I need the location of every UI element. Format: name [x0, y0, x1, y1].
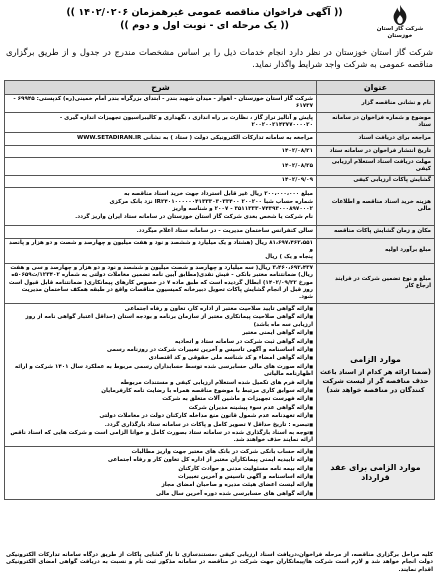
table-row	[5, 132, 435, 145]
row-value	[5, 112, 317, 132]
row-value-line: پایش و آنالیز تراز گاز ، نظارت بر راه اندازی ، نگهداری و کالیبراسیون تجهیزات اندازه گیری -	[59, 114, 313, 121]
row-label	[317, 145, 435, 157]
row-label	[317, 175, 435, 187]
table-row	[5, 263, 435, 303]
header-title: عنوان	[317, 81, 435, 95]
table-header-row	[5, 81, 435, 95]
row-value	[5, 187, 317, 225]
logo-text: شرکت گاز استان خوزستان	[376, 26, 424, 39]
row-value-line: ۳،۴۶۰،۶۹۲،۴۳۷ ریال( سه میلیارد و چهارصد و شصت میلیون و ششصد و نود و دو هزار و چهارصد و سی و هفت	[10, 264, 313, 271]
row-label-text: نام و نشانی مناقصه گزار	[361, 99, 431, 106]
intro-paragraph: شرکت گاز استان خوزستان در نظر دارد انجام خدمات ذیل را بر اساس مشخصات مندرج در جدول و از طریق برگزاری مناقصه عمومی به شرکت واجد شرایط واگذار نماید.	[6, 47, 433, 69]
table-row	[5, 446, 435, 499]
row-label-text: مراجعه برای دریافت اسناد	[358, 135, 431, 142]
list-item: ■ ارائه حساب بانکی شرکت در بانک های معتبر جهت واریز مطالبات	[8, 448, 313, 456]
notice-header	[4, 4, 435, 44]
gas-flame-icon	[389, 4, 411, 26]
row-value-line: مراجعه به سامانه تدارکات الکترونیکی دولت ( ستاد ) به نشانی WWW.SETADIRAN.IR	[77, 135, 313, 142]
list-item: ■ ارائه گواهی صلاحیت پیمانکاری معتبر از سازمان برنامه و بودجه استان (حداقل اعتبار گواهی نامه از روز ارزیابی سه ماه باشد)	[8, 313, 313, 329]
list-item: ■ ارائه صورت های مالی حسابرسی شده توسط حسابداران رسمی مربوط به عملکرد سال ۱۴۰۱ شرکت و ارائه اظهارنامه مالیاتی	[8, 363, 313, 379]
row-value-line: روز قبل از انجام گشایش پاکات تحویل دبیرخانه کمیسیون مناقصات واقع در طبقه همکف ساختمان مدیریت شود.	[21, 287, 313, 301]
table-row	[5, 225, 435, 238]
row-label	[317, 157, 435, 175]
row-value-line: ریال) ضمانتنامه معتبر بانکی - فیش نقدی(مطابق آیین نامه تضمین معاملات دولتی به شماره ۱۲۳۴۰۲/ت۵۰۶۵۹ه	[11, 272, 313, 279]
list-item: ■ ارائه گواهی های حسابرسی شده دوره آخرین سال مالی	[8, 490, 313, 498]
row-value-line: مبلغ ۲۰۰،۰۰۰،۰۰۰ ریال غیر قابل استرداد جهت خرید اسناد مناقصه به	[124, 191, 313, 198]
row-label	[317, 263, 435, 303]
table-body	[5, 95, 435, 500]
list-item: ■ ارائه فرم های تکمیل شده استعلام ارزیابی کیفی و مستندات مربوطه	[8, 379, 313, 387]
row-label-text: مکان و زمان گشایش پاکات مناقصه	[333, 227, 431, 234]
list-item: ■ ارائه تاییدیه ایمنی پیمانکاران معتبر از اداره کل تعاون کار و رفاه اجتماعی	[8, 456, 313, 464]
row-label-text: مبلغ و نوع تضمین شرکت در فرایند ارجاع کار	[334, 275, 431, 290]
row-value-line: پنجاه و یک ) ریال	[265, 254, 313, 261]
row-label-text: موارد الزامی	[350, 354, 401, 364]
row-value	[5, 238, 317, 263]
row-label-text: موارد الزامی برای عقد قرارداد	[330, 463, 421, 482]
row-label	[317, 303, 435, 446]
row-value-line: سالن کنفرانس ساختمان مدیریت - در سامانه ستاد اعلام میگردد.	[136, 227, 313, 234]
row-value	[5, 145, 317, 157]
list-item: ■ ارائه گواهی ایمنی معتبر	[8, 329, 313, 337]
list-item: ■ ارائه گواهی ثبت شرکت در سامانه ستاد و اتحادیه	[8, 338, 313, 346]
row-value-line: ۱۴۰۲/۰۸/۲۵	[281, 162, 313, 169]
list-item: ■ ارائه بیمه نامه مسئولیت مدنی و حوادث کارکنان	[8, 465, 313, 473]
table-row	[5, 157, 435, 175]
row-value	[5, 446, 317, 499]
table-row	[5, 187, 435, 225]
row-label-text: تاریخ انتشار فراخوان در سامانه ستاد	[329, 147, 431, 154]
requirements-list	[8, 448, 313, 498]
company-logo	[371, 4, 429, 46]
row-label	[317, 446, 435, 499]
row-value-line: ۲۰۰۲۰۰۲۱۴۳۷۷۰۰۰۰۲۰	[251, 122, 313, 129]
row-value-line: ۸۱،۶۹۷،۴۶۲،۵۵۱ ریال (هشتاد و یک میلیارد و ششصد و نود و هفت میلیون و چهارصد و شصت و دو هزار و پانصد و	[9, 239, 313, 254]
row-value-line: نام شرکت یا شخص بعدی شرکت گاز استان خوزستان در سامانه ستاد ایران واریز گردد.	[75, 213, 313, 220]
title-line-2: (( یک مرحله ای - نوبت اول و دوم ))	[120, 20, 289, 31]
row-value	[5, 263, 317, 303]
requirements-list	[8, 305, 313, 445]
row-label	[317, 95, 435, 113]
list-item: ■ ارائه گواهی امضاء و کد شناسه ملی حقوقی و کد اقتصادی	[8, 354, 313, 362]
row-label	[317, 225, 435, 238]
row-label-text: موضوع و شماره فراخوان در سامانه ستاد	[332, 114, 431, 129]
table-row	[5, 112, 435, 132]
list-item: ■ ارائه گواهی تایید صلاحیت معتبر از اداره کار، تعاون و رفاه اجتماعی	[8, 305, 313, 313]
list-item: ■ ارائه لیست اعضای هیئت مدیره و صاحبان امضای مجاز	[8, 481, 313, 489]
table-row	[5, 303, 435, 446]
row-value	[5, 303, 317, 446]
list-item: ■ ارائه سوابق کاری مرتبط با موضوع مناقصه همراه با رضایت نامه کارفرمایان	[8, 387, 313, 395]
row-label-text: گشایش پاکات ارزیابی کیفی	[353, 177, 431, 184]
row-label-text: مهلت دریافت اسناد استعلام ارزیابی کیفی	[331, 158, 431, 173]
title-line-1: (( آگهی فراخوان مناقصه عمومی غیرهمزمان ۱۴۰۲/۰۲۰۶ ))	[66, 7, 343, 18]
row-label-text: هزینه خرید اسناد مناقصه و اطلاعات مالی	[331, 198, 431, 213]
row-value	[5, 225, 317, 238]
row-value	[5, 175, 317, 187]
row-label	[317, 112, 435, 132]
list-item: ■ ارائه گواهی عدم سوء پیشینه مدیران شرکت	[8, 404, 313, 412]
row-value-line: شماره حساب شبا IR۲۴۰۱۰۰۰۰۰۰۴۱۳۳۳۰۳۰۳۳۴۰۰ ۲۰۰۲۰۰ نزد بانک مرکزی	[109, 198, 313, 205]
table-row	[5, 238, 435, 263]
header-description: شرح	[5, 81, 317, 95]
list-item: ■ ارائه اساسنامه و آگهی تاسیس و آخرین تغییرات شرکت در روزنامه رسمی	[8, 346, 313, 354]
row-label-subtext: (ضمنا ارائه هر کدام از اسناد باعث حذف مناقصه گر از لیست شرکت کنندگان در مناقصه خواهد شد)	[320, 367, 431, 394]
row-value	[5, 95, 317, 113]
row-value-line: مورخ ۱۴۰۲/۰۹/۲۲) ابطال گردیده است که طبق ماده ۷ در خصوص کارهای پیمانکاری( ضمانتنامه قابل قبول است	[8, 279, 313, 286]
table-row	[5, 175, 435, 187]
list-item: ■ توجه به اسناد بارگذاری شده در سامانه ستاد بصورت کامل و خوانا الزامی است و شرکت هایی که اسناد ناقص ارائه نمایند حذف خواهند شد.	[8, 429, 313, 445]
table-row	[5, 145, 435, 157]
notice-title	[44, 6, 365, 32]
row-label-text: مبلغ برآورد اولیه	[385, 247, 431, 254]
list-item: ■ ارائه تعهدنامه عدم شمول قانون منع مداخله کارکنان دولت در معاملات دولتی	[8, 412, 313, 420]
row-value-line: ۱۴۰۲/۰۸/۲۱	[281, 147, 313, 154]
row-value-line: ۳۵۱۱۳۳۳۰۷۴۳۹۳۰۰۰۸۹۷۰۰۰۲ - ۲۰۰۷ و شناسه واریز	[172, 206, 313, 213]
row-value-line: ۱۴۰۲/۰۹/۰۹	[281, 177, 313, 184]
tender-details-table	[4, 80, 435, 500]
footer-note: کلیه مراحل برگزاری مناقصه، از مرحله فراخوان،دریافت اسناد ارزیابی کیفی ،مستندسازی تا باز گشایی پاکات از طریق درگاه سامانه تدارکات الکترونیکی دولت انجام خواهد شد و لازم است شرکت ها/پیمانکاران جهت شرکت در مناقصه در سامانه مذکور ثبت نام و نسبت به دریافت گواهی امضای الکترونیکی اقدام نمایند.	[6, 552, 433, 573]
row-value	[5, 132, 317, 145]
row-value	[5, 157, 317, 175]
list-item: ■ ارائه اساسنامه و آگهی تاسیس و آخرین تغییرات	[8, 473, 313, 481]
list-item: ■ ارائه فهرست تجهیزات و ماشین آلات متعلق به شرکت	[8, 395, 313, 403]
row-label	[317, 187, 435, 225]
row-label	[317, 238, 435, 263]
list-item: ■ تبصره : تاریخ حداقل ۷ تصویر کامل و پاکات در سامانه ستاد بارگذاری گردد.	[8, 421, 313, 429]
table-row	[5, 95, 435, 113]
row-label	[317, 132, 435, 145]
row-value-line: شرکت گاز استان خوزستان - اهواز - میدان شهید بندر - ابتدای بزرگراه بندر امام خمینی(ره) کدپستی: ۶۹۹۴۵ - ۶۱۷۳۷	[13, 96, 313, 110]
